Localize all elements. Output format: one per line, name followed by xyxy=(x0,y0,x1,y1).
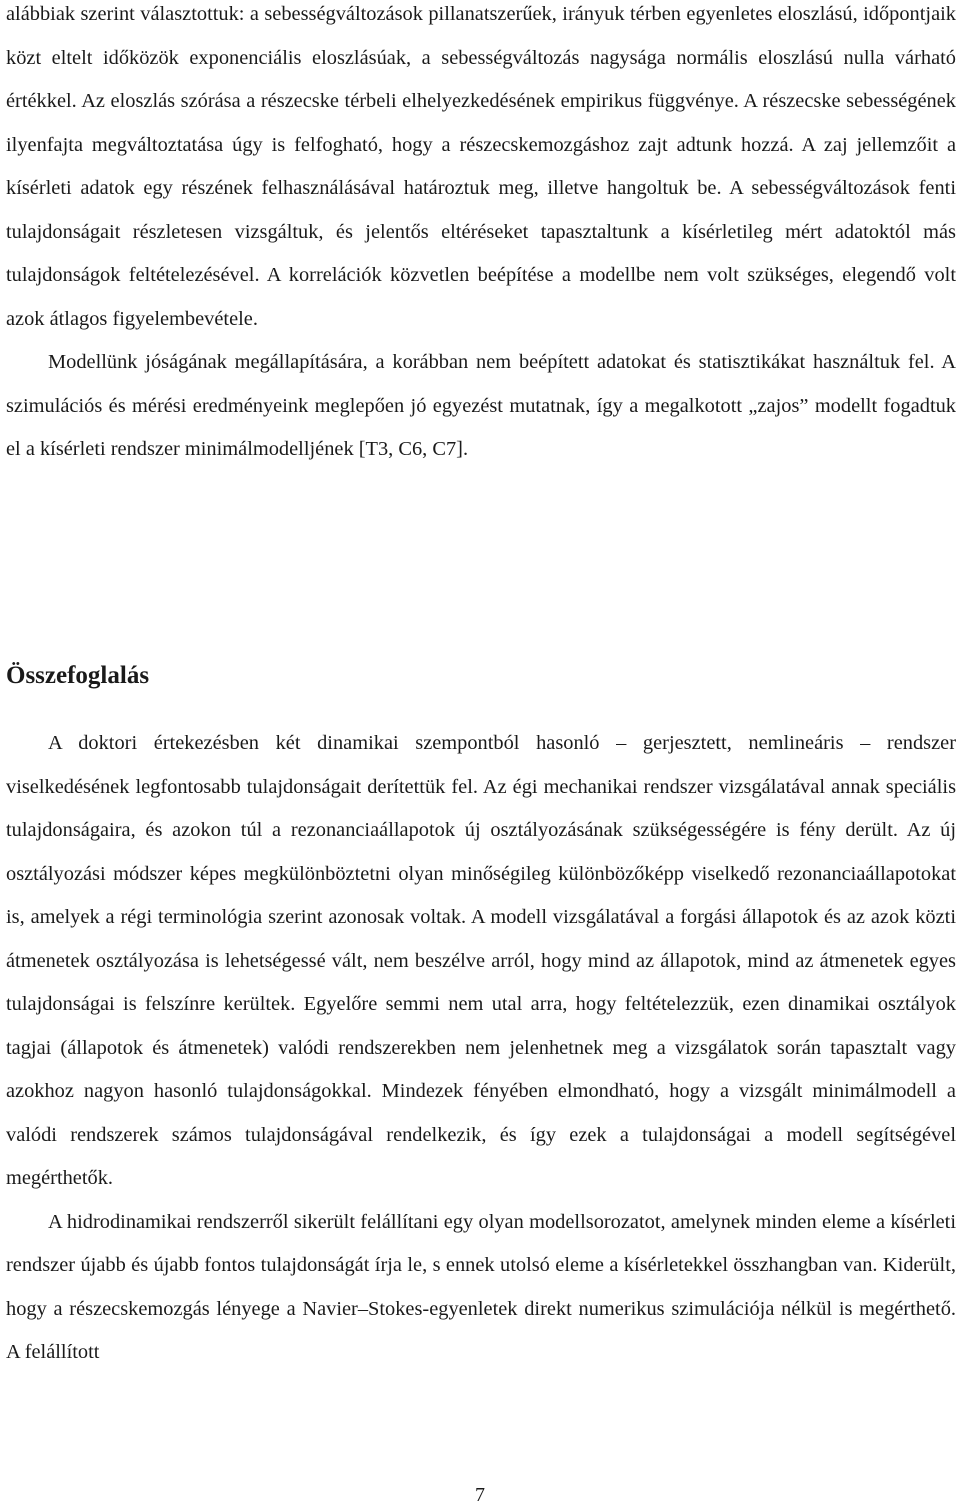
section-heading: Összefoglalás xyxy=(6,662,150,689)
paragraph: A hidrodinamikai rendszerről sikerült felállítani egy olyan modellsorozatot, amelynek minden eleme a kísérleti rendszer újabb és újabb fontos tulajdonságát írja le, s ennek utolsó eleme a kísérletekkel összhangban van. Kiderült, hogy a részecskemozgás lényege a Navier–Stokes-egyenletek direkt numerikus szimulációja nélkül is megérthető. A felállított xyxy=(6,1210,956,1363)
page-number: 7 xyxy=(475,1484,485,1506)
paragraph: alábbiak szerint választottuk: a sebességváltozások pillanatszerűek, irányuk térben egyenletes eloszlású, időpontjaik közt eltelt időközök exponenciális eloszlásúak, a sebességváltozás nagysága normális eloszlású nulla várható értékkel. Az eloszlás szórása a részecske térbeli elhelyezkedésének empirikus függvénye. A részecske sebességének ilyenfajta megváltoztatása úgy is felfogható, hogy a részecskemozgáshoz zajt adtunk hozzá. A zaj jellemzőit a kísérleti adatok egy részének felhasználásával határoztuk meg, illetve hangoltuk be. A sebességváltozások fenti tulajdonságait részletesen vizsgáltuk, és jelentős eltéréseket tapasztaltunk a kísérletileg mért adatoktól más tulajdonságok feltételezésével. A korrelációk közvetlen beépítése a modellbe nem volt szükséges, elegendő volt azok átlagos figyelembevétele. xyxy=(6,3,956,330)
paragraph: Modellünk jóságának megállapítására, a korábban nem beépített adatokat és statisztikákat használtuk fel. A szimulációs és mérési eredményeink meglepően jó egyezést mutatnak, így a megalkotott „zajos” modellt fogadtuk el a kísérleti rendszer minimálmodelljének [T3, C6, C7]. xyxy=(6,351,956,460)
body-text-section-1 xyxy=(6,0,956,472)
body-text-section-2 xyxy=(6,722,956,1375)
paragraph: A doktori értekezésben két dinamikai szempontból hasonló – gerjesztett, nemlineáris – rendszer viselkedésének legfontosabb tulajdonságait derítettük fel. Az égi mechanikai rendszer vizsgálatával annak speciális tulajdonságaira, és azokon túl a rezonanciaállapotok új osztályozásának szükségességére is fény derült. Az új osztályozási módszer képes megkülönböztetni olyan minőségileg különbözőképp viselkedő rezonanciaállapotokat is, amelyek a régi terminológia szerint azonosak voltak. A modell vizsgálatával a forgási állapotok és az azok közti átmenetek osztályozása is lehetségessé vált, nem beszélve arról, hogy mind az állapotok, mind az átmenetek egyes tulajdonságai is felszínre kerültek. Egyelőre semmi nem utal arra, hogy feltételezzük, ezen dinamikai osztályok tagjai (állapotok és átmenetek) valódi rendszerekben nem jelenhetnek meg a vizsgálatok során tapasztalt vagy azokhoz nagyon hasonló tulajdonságokkal. Mindezek fényében elmondható, hogy a vizsgált minimálmodell a valódi rendszerek számos tulajdonságával rendelkezik, és így ezek a tulajdonságai a modell segítségével megérthetők. xyxy=(6,732,956,1189)
